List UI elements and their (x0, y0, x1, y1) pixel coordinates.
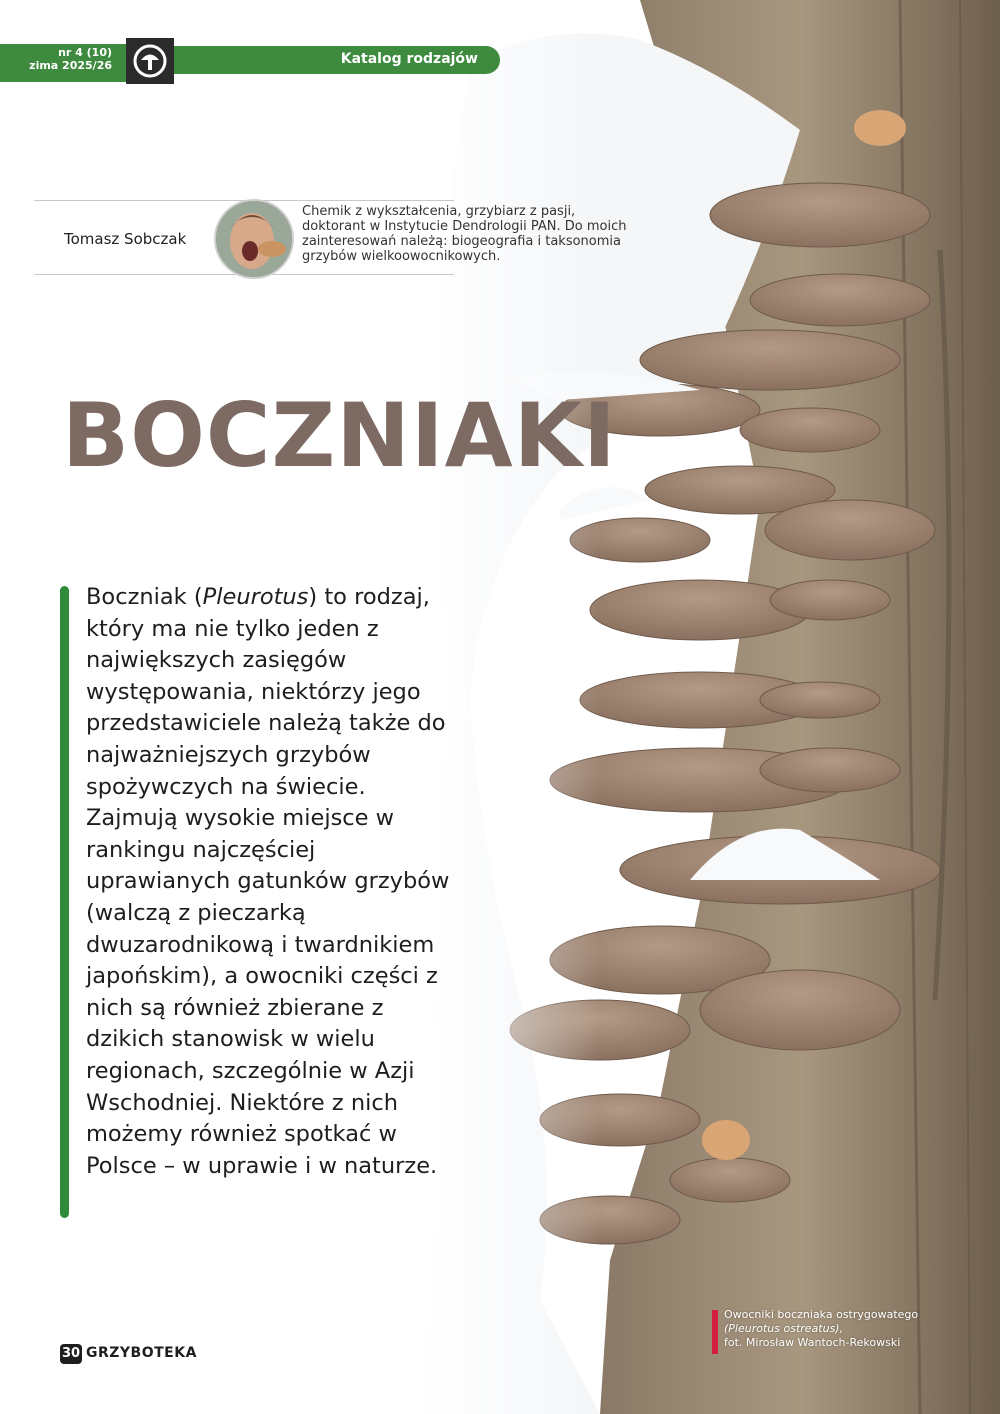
author-portrait (216, 201, 292, 277)
magazine-brand: GRZYBOTEKA (86, 1345, 197, 1361)
caption-accent (712, 1310, 718, 1354)
mushroom-logo (126, 38, 174, 84)
caption-credit: fot. Mirosław Wantoch-Rekowski (724, 1336, 901, 1349)
lead-text-rest: ) to rodzaj, który ma nie tylko jeden z największych zasięgów występowania, niektórzy jego przedstawiciele należą także do najważniejszych grzybów spożywczych na świecie. Zajmują wysokie miejsce w rankingu najczęściej uprawianych gatunków grzybów (walczą z pieczarką dwuzarodnikową i twardnikiem japońskim), a owocniki części z nich są również zbierane z dzikich stanowisk w wielu regionach, szczególnie w Azji Wschodniej. Niektóre z nich możemy również spotkać w Polsce – w uprawie i w naturze. (86, 584, 450, 1179)
caption-line: (Pleurotus ostreatus), (724, 1322, 844, 1335)
author-name: Tomasz Sobczak (64, 230, 187, 248)
caption-line: Owocniki boczniaka ostrygowatego (724, 1308, 919, 1321)
article-title: BOCZNIAKI (62, 384, 617, 487)
lead-accent-bar (60, 586, 69, 1218)
photo-caption (724, 1308, 984, 1350)
section-label: Katalog rodzajów (340, 51, 478, 67)
issue-season: zima 2025/26 (29, 59, 112, 72)
lead-paragraph (86, 582, 456, 1182)
lead-genus-name: Pleurotus (202, 584, 309, 610)
issue-number: nr 4 (10) (58, 46, 112, 59)
author-avatar (214, 199, 294, 279)
lead-text-start: Boczniak ( (86, 584, 203, 610)
issue-info (22, 46, 112, 72)
page-number: 30 (60, 1344, 82, 1364)
mushroom-icon (132, 43, 168, 79)
section-bar (174, 46, 500, 74)
author-bio: Chemik z wykształcenia, grzybiarz z pasji, doktorant w Instytucie Dendrologii PAN. Do moich zainteresowań należą: biogeografia i taksonomia grzybów wielkoowocnikowych. (302, 204, 627, 264)
